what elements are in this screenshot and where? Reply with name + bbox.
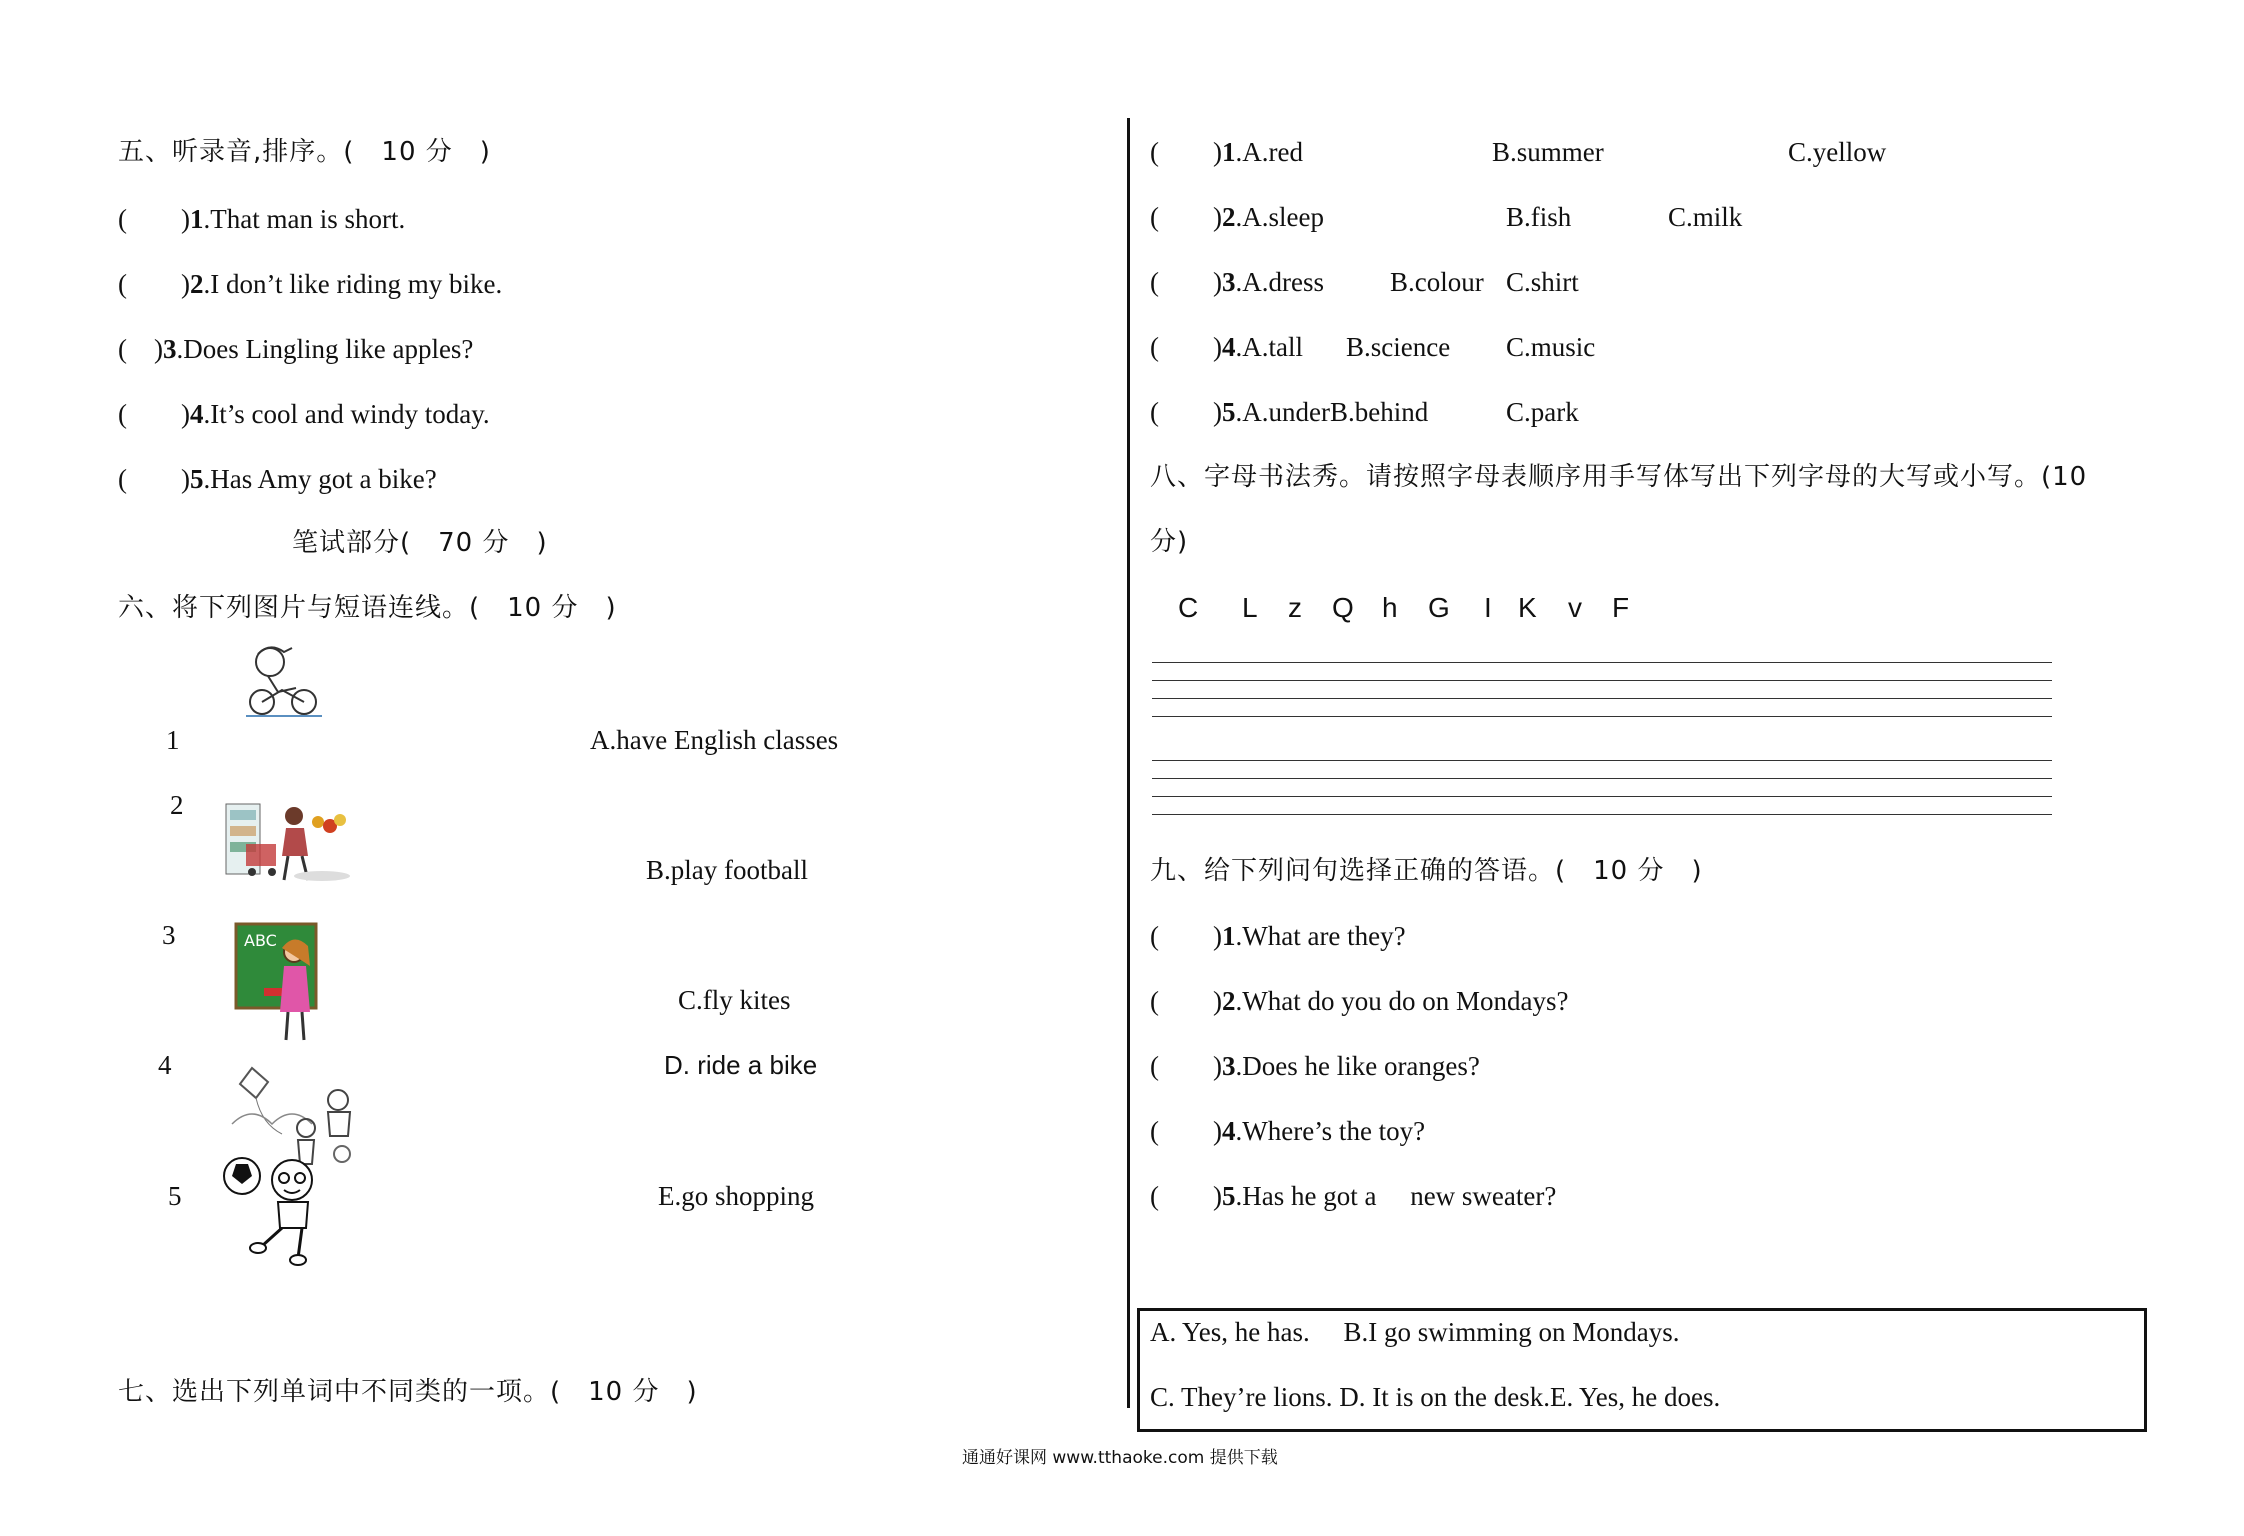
answer-paren[interactable]: ( ) — [118, 204, 190, 234]
s7-item-2-option-c: C.milk — [1668, 202, 1743, 232]
item-text: .Does Lingling like apples? — [176, 334, 474, 364]
option-a: .A.under — [1235, 397, 1330, 427]
picture-number-5: 5 — [168, 1181, 182, 1211]
s9-item-1 — [1150, 920, 1406, 952]
letter-l: L — [1242, 592, 1258, 623]
letter-h: h — [1382, 592, 1398, 623]
item-number: 2 — [1221, 202, 1236, 232]
s9-item-4 — [1150, 1115, 1425, 1147]
column-divider — [1127, 118, 1130, 1408]
answer-paren[interactable]: ( ) — [1150, 267, 1222, 297]
answer-paren[interactable]: ( ) — [118, 269, 190, 299]
s9-item-3 — [1150, 1050, 1480, 1082]
option-a: .A.sleep — [1235, 202, 1324, 232]
phrase-d: D. ride a bike — [664, 1050, 818, 1080]
answer-paren[interactable]: ( ) — [1150, 1116, 1222, 1146]
english-class-picture — [234, 922, 318, 1046]
item-text: .It’s cool and windy today. — [203, 399, 490, 429]
item-text: .Does he like oranges? — [1235, 1051, 1480, 1081]
item-text: .Where’s the toy? — [1235, 1116, 1426, 1146]
answers-line-1: A. Yes, he has. B.I go swimming on Mondays. — [1150, 1317, 1680, 1347]
item-number: 1 — [1221, 921, 1236, 951]
s7-item-1 — [1150, 136, 1303, 168]
item-text: .That man is short. — [203, 204, 406, 234]
letter-z: z — [1288, 592, 1302, 623]
phrase-b: B.play football — [646, 855, 808, 885]
letter-f: F — [1612, 592, 1630, 623]
picture-number-2: 2 — [170, 790, 184, 820]
phrase-a: A.have English classes — [590, 725, 839, 755]
written-part-heading: 笔试部分( 70 分 ) — [292, 528, 548, 558]
playing-football-picture — [222, 1150, 330, 1266]
shopping-picture — [222, 798, 352, 884]
letter-v: v — [1568, 592, 1582, 623]
letter-k: K — [1518, 592, 1537, 623]
s7-item-1-option-c: C.yellow — [1788, 137, 1887, 167]
phrase-c: C.fly kites — [678, 985, 791, 1015]
item-number: 1 — [1221, 137, 1236, 167]
answer-paren[interactable]: ( ) — [1150, 397, 1222, 427]
s7-item-1-option-b: B.summer — [1492, 137, 1604, 167]
s7-item-5 — [1150, 396, 1428, 428]
answer-paren[interactable]: ( ) — [1150, 921, 1222, 951]
s9-item-2 — [1150, 985, 1568, 1017]
s5-item-1 — [118, 203, 405, 235]
answers-line-2: C. They’re lions. D. It is on the desk.E. Yes, he does. — [1150, 1382, 1721, 1412]
option-b: B.behind — [1329, 397, 1429, 427]
item-number: 1 — [189, 204, 204, 234]
answer-paren[interactable]: ( ) — [1150, 1051, 1222, 1081]
s5-item-4 — [118, 398, 490, 430]
section-8-title-line2: 分) — [1150, 527, 1189, 557]
s5-item-5 — [118, 463, 437, 495]
s7-item-4 — [1150, 331, 1303, 363]
answer-paren[interactable]: ( ) — [1150, 332, 1222, 362]
letter-c: C — [1178, 592, 1199, 623]
section-7-title: 七、选出下列单词中不同类的一项。( 10 分 ) — [118, 1377, 698, 1407]
s7-item-4-option-b: B.science — [1346, 332, 1451, 362]
item-number: 3 — [162, 334, 177, 364]
item-text: .I don’t like riding my bike. — [203, 269, 503, 299]
item-number: 2 — [189, 269, 204, 299]
picture-number-1: 1 — [166, 725, 180, 755]
answer-paren[interactable]: ( ) — [1150, 1181, 1222, 1211]
footer-source: 通通好课网 www.tthaoke.com 提供下载 — [962, 1448, 1278, 1468]
picture-number-4: 4 — [158, 1050, 172, 1080]
item-number: 4 — [189, 399, 204, 429]
phrase-e: E.go shopping — [658, 1181, 815, 1211]
item-number: 3 — [1221, 267, 1236, 297]
item-number: 3 — [1221, 1051, 1236, 1081]
answer-paren[interactable]: ( ) — [1150, 986, 1222, 1016]
item-text: .Has Amy got a bike? — [203, 464, 437, 494]
letter-i: I — [1484, 592, 1492, 623]
s5-item-2 — [118, 268, 502, 300]
answer-paren[interactable]: ( ) — [118, 464, 190, 494]
picture-number-3: 3 — [162, 920, 176, 950]
s7-item-3-option-c: C.shirt — [1506, 267, 1579, 297]
section-9-title: 九、给下列问句选择正确的答语。( 10 分 ) — [1150, 856, 1703, 886]
letter-g: G — [1428, 592, 1450, 623]
s7-item-3 — [1150, 266, 1324, 298]
section-6-title: 六、将下列图片与短语连线。( 10 分 ) — [118, 593, 617, 623]
letter-q: Q — [1332, 592, 1354, 623]
s7-item-4-option-c: C.music — [1506, 332, 1596, 362]
s7-item-2 — [1150, 201, 1324, 233]
s9-item-5 — [1150, 1180, 1556, 1212]
answer-paren[interactable]: ( ) — [1150, 137, 1222, 167]
s5-item-3 — [118, 333, 473, 365]
item-number: 2 — [1221, 986, 1236, 1016]
item-text: .What do you do on Mondays? — [1235, 986, 1569, 1016]
option-a: .A.dress — [1235, 267, 1324, 297]
answer-paren[interactable]: ( ) — [118, 399, 190, 429]
option-a: .A.tall — [1235, 332, 1303, 362]
item-number: 4 — [1221, 1116, 1236, 1146]
girl-riding-bike-picture — [238, 642, 324, 718]
item-number: 5 — [1221, 397, 1236, 427]
s7-item-2-option-b: B.fish — [1506, 202, 1572, 232]
answer-paren[interactable]: ( ) — [118, 334, 163, 364]
item-number: 5 — [1221, 1181, 1236, 1211]
s7-item-3-option-b: B.colour — [1390, 267, 1484, 297]
section-8-title-line1: 八、字母书法秀。请按照字母表顺序用手写体写出下列字母的大写或小写。(10 — [1150, 462, 2088, 492]
item-text: .What are they? — [1235, 921, 1406, 951]
option-a: .A.red — [1235, 137, 1303, 167]
section-5-title: 五、听录音,排序。( 10 分 ) — [118, 137, 491, 167]
answer-paren[interactable]: ( ) — [1150, 202, 1222, 232]
s7-item-5-option-c: C.park — [1506, 397, 1579, 427]
item-number: 5 — [189, 464, 204, 494]
item-number: 4 — [1221, 332, 1236, 362]
svg-text:ABC: ABC — [244, 931, 277, 950]
item-text: .Has he got a new sweater? — [1235, 1181, 1557, 1211]
